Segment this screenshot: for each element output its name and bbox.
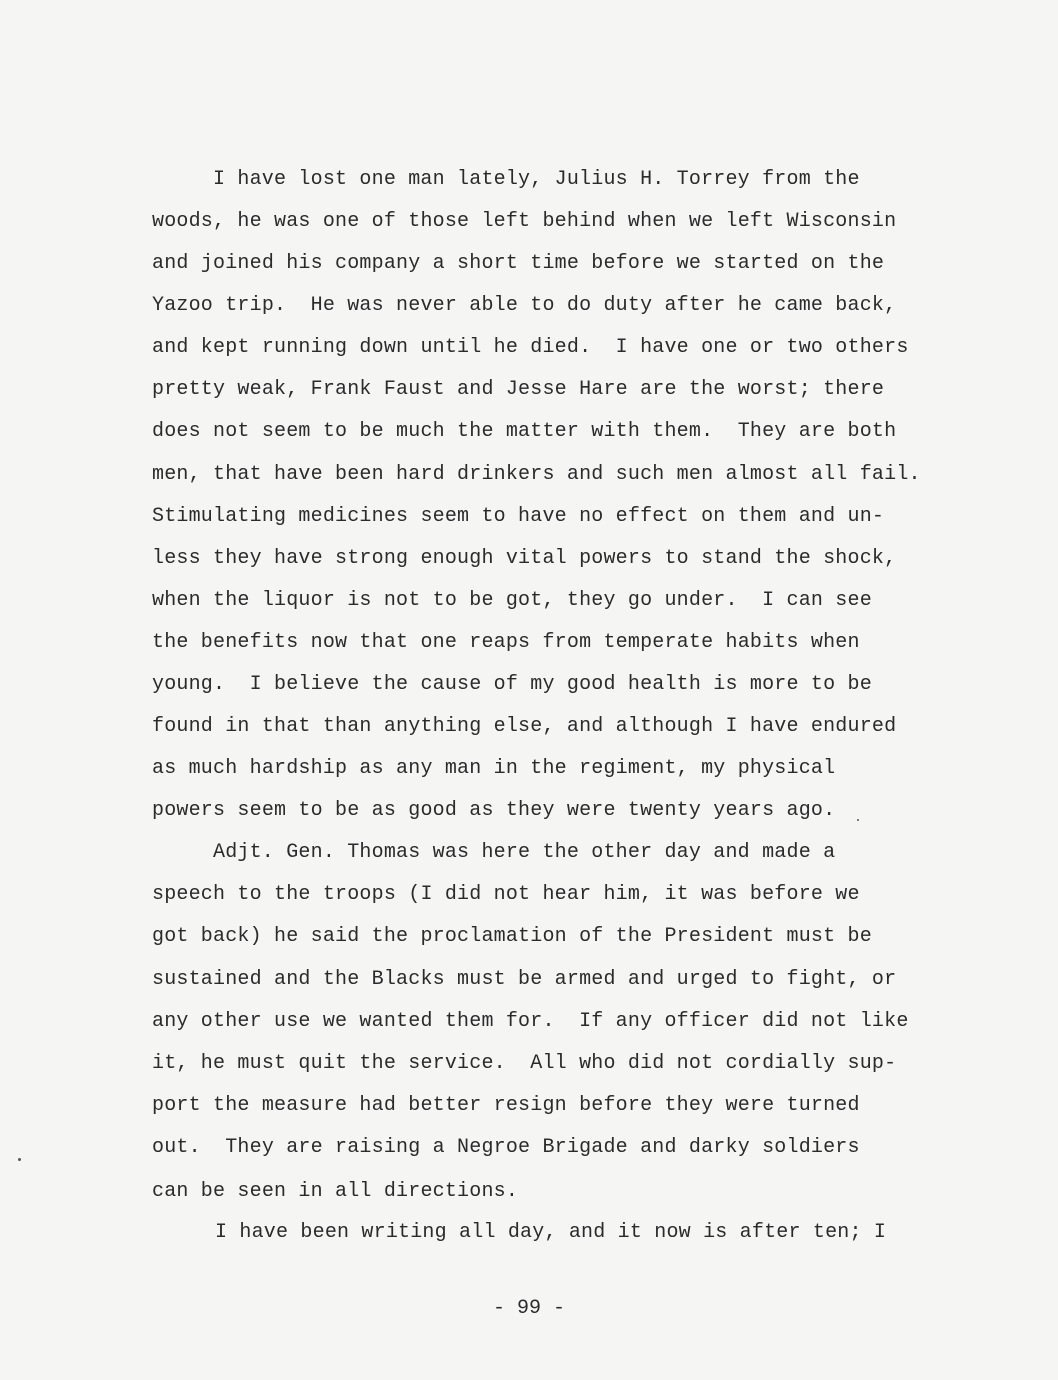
text-line: when the liquor is not to be got, they go under. I can see (152, 589, 872, 612)
text-line: I have been writing all day, and it now is after ten; I (215, 1221, 887, 1244)
text-line: less they have strong enough vital powers to stand the shock, (152, 547, 897, 570)
text-line: I have lost one man lately, Julius H. Torrey from the (213, 168, 860, 191)
text-line: Stimulating medicines seem to have no effect on them and un- (152, 505, 885, 528)
text-line: sustained and the Blacks must be armed and urged to fight, or (152, 968, 897, 991)
page-number: - 99 - (492, 1297, 565, 1320)
text-line: speech to the troops (I did not hear him, it was before we (152, 883, 860, 906)
paper-speck (18, 1158, 21, 1161)
text-line: any other use we wanted them for. If any officer did not like (152, 1010, 909, 1033)
text-line: got back) he said the proclamation of the President must be (152, 925, 872, 948)
text-line: the benefits now that one reaps from temperate habits when (152, 631, 860, 654)
text-line: as much hardship as any man in the regiment, my physical (152, 757, 836, 780)
text-line: Adjt. Gen. Thomas was here the other day and made a (213, 841, 836, 864)
text-line: powers seem to be as good as they were twenty years ago. (152, 799, 836, 822)
text-line: found in that than anything else, and although I have endured (152, 715, 897, 738)
text-line: pretty weak, Frank Faust and Jesse Hare are the worst; there (152, 378, 885, 401)
text-line: it, he must quit the service. All who did not cordially sup- (152, 1052, 897, 1075)
text-line: and kept running down until he died. I have one or two others (152, 336, 909, 359)
text-line: and joined his company a short time before we started on the (152, 252, 885, 275)
text-line: port the measure had better resign before they were turned (152, 1094, 860, 1117)
text-line: men, that have been hard drinkers and such men almost all fail. (152, 463, 921, 486)
text-line: can be seen in all directions. (152, 1180, 519, 1203)
paper-speck (857, 819, 859, 821)
text-line: woods, he was one of those left behind when we left Wisconsin (152, 210, 897, 233)
text-line: out. They are raising a Negroe Brigade and darky soldiers (152, 1136, 860, 1159)
text-line: Yazoo trip. He was never able to do duty after he came back, (152, 294, 897, 317)
text-line: young. I believe the cause of my good health is more to be (152, 673, 872, 696)
text-line: does not seem to be much the matter with them. They are both (152, 420, 897, 443)
